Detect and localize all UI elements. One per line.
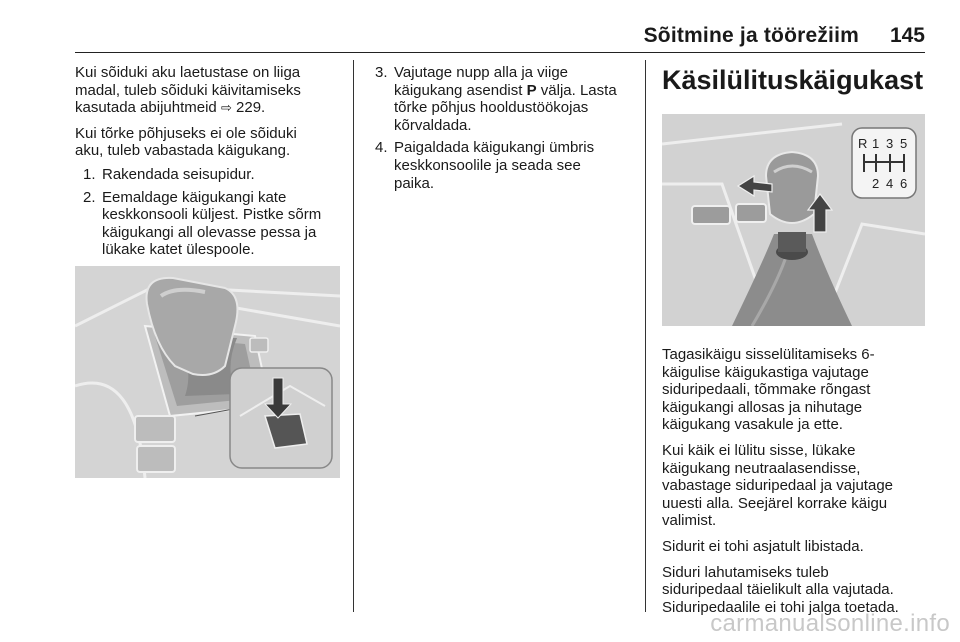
paragraph-reverse-gear: Tagasikäigu sisselülitamiseks 6- käigulise käigukastiga vajutage siduripedaali, tõmmake rõngast käigukangi allosas ja nihutage käigukang vasakule ja ette.: [662, 346, 875, 434]
park-position-label: P: [526, 81, 537, 99]
page-number: 145: [889, 24, 925, 47]
page-title: Sõitmine ja töörežiim: [643, 24, 859, 47]
column-2: [375, 64, 637, 197]
manual-gearbox-illustration: [662, 114, 925, 326]
gear-label-6: 6: [900, 176, 908, 191]
column-3-text: [662, 346, 930, 624]
paragraph-clutch-slip: Sidurit ei tohi asjatult libistada.: [662, 537, 864, 555]
paragraph-release-lever: Kui tõrke põhjuseks ei ole sõiduki aku, tuleb vabastada käigukang.: [75, 124, 297, 160]
gear-label-r: R: [858, 136, 868, 151]
page-reference-icon: ⇨: [220, 100, 232, 116]
gear-label-3: 3: [886, 136, 894, 151]
gear-label-5: 5: [900, 136, 908, 151]
column-divider-1: [353, 60, 354, 612]
column-1: [75, 64, 345, 264]
gear-label-1: 1: [872, 136, 880, 151]
step-1: 1. Rakendada seisupidur.: [83, 165, 255, 183]
gear-label-4: 4: [886, 176, 894, 191]
paragraph-clutch-release: Siduri lahutamiseks tuleb siduripedaal täielikult alla vajutada. Siduripedaalile ei tohi jalga toetada.: [662, 563, 899, 616]
gear-label-2: 2: [872, 176, 880, 191]
step-4: 4. Paigaldada käigukangi ümbris keskkonsoolile ja seada see paika.: [375, 139, 595, 192]
step-3: 3. Vajutage nupp alla ja viige käigukang asendist P välja. Lasta tõrke põhjus hooldustöökojas kõrvaldada.: [375, 64, 617, 134]
page-reference[interactable]: 229.: [231, 99, 266, 117]
column-divider-2: [645, 60, 646, 612]
paragraph-gear-not-engaged: Kui käik ei lülitu sisse, lükake käigukang neutraalasendisse, vabastage siduripedaal ja vajutage uuesti alla. Seejärel korrake käigu valimist.: [662, 441, 893, 530]
page-header: [75, 18, 925, 53]
automatic-lever-illustration: [75, 266, 340, 478]
step-2: 2. Eemaldage käigukangi kate keskkonsooli küljest. Pistke sõrm käigukangi all olevasse pessa ja lükake katet ülespoole.: [83, 188, 322, 259]
paragraph-jump-start: Kui sõiduki aku laetustase on liiga madal, tuleb sõiduki käivitamiseks kasutada abijuhtmeid ⇨ 229.: [75, 64, 301, 117]
watermark: carmanualsonline.info: [710, 610, 950, 637]
column-3: [662, 64, 930, 96]
section-heading: Käsilülituskäigukast: [662, 65, 924, 95]
